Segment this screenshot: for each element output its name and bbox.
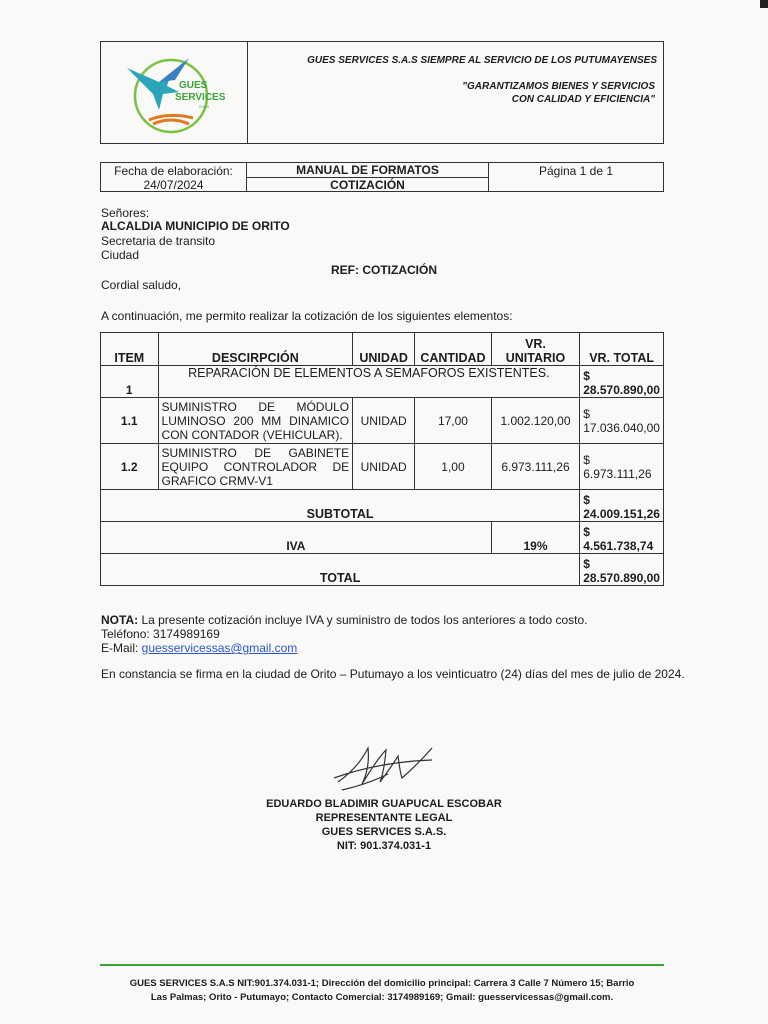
scan-edge-mark: [760, 0, 768, 8]
iva-value: $ 4.561.738,74: [580, 522, 664, 554]
page-indicator: Página 1 de 1: [538, 164, 614, 178]
email-link[interactable]: guesservicessas@gmail.com: [141, 641, 298, 655]
total-value: $ 28.570.890,00: [580, 554, 664, 586]
quote-table: [100, 332, 664, 586]
iva-label: IVA: [101, 522, 492, 554]
closing-text: En constancia se firma en la ciudad de Orito – Putumayo a los veinticuatro (24) días del mes de julio de 2024.: [101, 667, 685, 681]
format-info-row: [100, 162, 664, 192]
row-unit-price: 6.973.111,26: [491, 444, 579, 490]
group-total: $ 28.570.890,00: [580, 366, 664, 398]
subtotal-value: $ 24.009.151,26: [580, 490, 664, 522]
header-box: [100, 41, 664, 144]
salutation-to: Señores:: [101, 206, 150, 220]
note-line: NOTA: La presente cotización incluye IVA y suministro de todos los anteriores a todo costo.: [101, 613, 588, 627]
footer-text: GUES SERVICES S.A.S NIT:901.374.031-1; Dirección del domicilio principal: Carrera 3 Calle 7 Número 15; Barrio Las Palmas; Orito - Putumayo; Contacto Comercial: 3174989169; Gmail: guesservicessas@gmail.com.: [129, 978, 635, 1003]
signer-role: REPRESENTANTE LEGAL: [315, 812, 453, 824]
elaboration-date: Fecha de elaboración: 24/07/2024: [101, 163, 247, 191]
total-row: [101, 554, 664, 586]
row-total: $ 6.973.111,26: [580, 444, 664, 490]
table-header-row: [101, 333, 664, 366]
row-item: 1.2: [101, 444, 159, 490]
svg-text:S.A.S: S.A.S: [199, 104, 210, 109]
row-description: SUMINISTRO DE GABINETE EQUIPO CONTROLADOR DE GRAFICO CRMV-V1: [158, 444, 353, 490]
greeting: Cordial saludo,: [101, 278, 182, 292]
header-divider: [247, 42, 248, 143]
email-line: E-Mail: guesservicessas@gmail.com: [101, 641, 298, 655]
row-unit-price: 1.002.120,00: [491, 398, 579, 444]
signer-name: EDUARDO BLADIMIR GUAPUCAL ESCOBAR: [266, 798, 502, 810]
row-quantity: 1,00: [415, 444, 492, 490]
company-logo: [119, 48, 229, 136]
row-description: SUMINISTRO DE MÓDULO LUMINOSO 200 MM DINAMICO CON CONTADOR (VEHICULAR).: [158, 398, 353, 444]
group-description: REPARACIÓN DE ELEMENTOS A SEMAFOROS EXISTENTES.: [158, 366, 580, 398]
intro-text: A continuación, me permito realizar la cotización de los siguientes elementos:: [101, 309, 513, 323]
signer-company: GUES SERVICES S.A.S.: [321, 826, 447, 838]
recipient-name: ALCALDIA MUNICIPIO DE ORITO: [101, 219, 290, 233]
company-slogan: GUES SERVICES S.A.S SIEMPRE AL SERVICIO DE LOS PUTUMAYENSES: [307, 55, 657, 66]
recipient-department: Secretaria de transito: [101, 234, 216, 248]
iva-rate: 19%: [491, 522, 579, 554]
phone-line: Teléfono: 3174989169: [101, 627, 220, 641]
company-motto: "GARANTIZAMOS BIENES Y SERVICIOS CON CALIDAD Y EFICIENCIA": [462, 81, 655, 105]
recipient-city: Ciudad: [101, 248, 140, 262]
table-row: [101, 398, 664, 444]
row-unit: UNIDAD: [353, 444, 415, 490]
footer-divider: [100, 964, 664, 966]
format-title: MANUAL DE FORMATOS COTIZACIÓN: [247, 163, 489, 191]
table-row-group: [101, 366, 664, 398]
reference-line: REF: COTIZACIÓN: [331, 263, 437, 277]
row-quantity: 17,00: [415, 398, 492, 444]
iva-row: [101, 522, 664, 554]
table-row: [101, 444, 664, 490]
handwritten-signature: [328, 738, 438, 798]
header-item: ITEM: [101, 333, 159, 366]
group-item: 1: [101, 366, 159, 398]
signer-nit: NIT: 901.374.031-1: [336, 840, 432, 852]
svg-text:SERVICES: SERVICES: [175, 92, 226, 103]
header-unit-price: VR. UNITARIO: [491, 333, 579, 366]
row-total: $ 17.036.040,00: [580, 398, 664, 444]
header-unit: UNIDAD: [353, 333, 415, 366]
total-label: TOTAL: [101, 554, 580, 586]
row-item: 1.1: [101, 398, 159, 444]
header-quantity: CANTIDAD: [415, 333, 492, 366]
row-unit: UNIDAD: [353, 398, 415, 444]
subtotal-label: SUBTOTAL: [101, 490, 580, 522]
header-description: DESCIRPCIÓN: [158, 333, 353, 366]
subtotal-row: [101, 490, 664, 522]
svg-text:GUES: GUES: [179, 80, 208, 91]
header-total: VR. TOTAL: [580, 333, 664, 366]
